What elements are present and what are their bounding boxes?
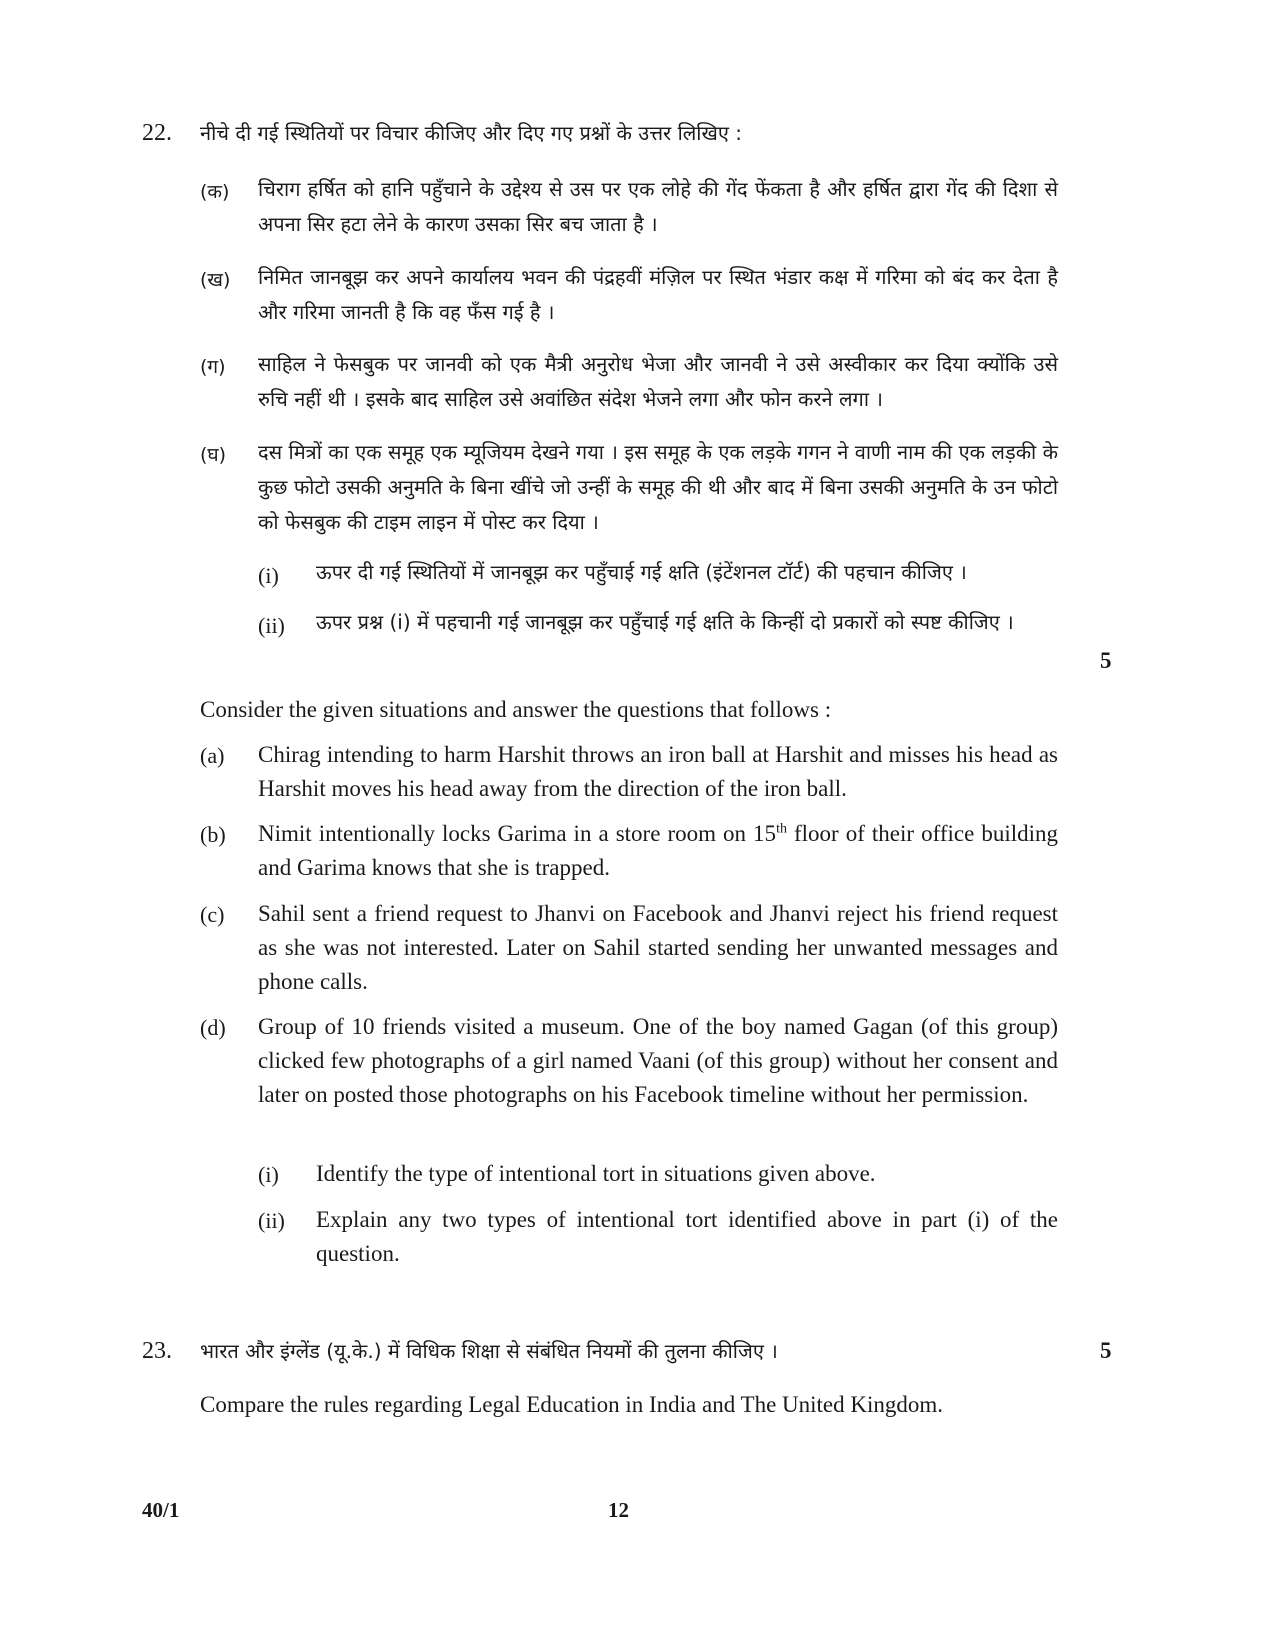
part-text-hindi: दस मित्रों का एक समूह एक म्यूजियम देखने गया । इस समूह के एक लड़के गगन ने वाणी नाम की एक लड़की के कुछ फोटो उसकी अनुमति के बिना खींचे जो उन्हीं के समूह की थी और बाद में बिना उसकी अनुमति के उन फोटो को फेसबुक की टाइम लाइन में पोस्ट कर दिया । [258, 440, 1058, 534]
part-label: (d) [200, 1015, 226, 1040]
sub-text-hindi: ऊपर दी गई स्थितियों में जानबूझ कर पहुँचाई गई क्षति (इंटेंशनल टॉर्ट) की पहचान कीजिए । [316, 560, 967, 584]
part-label: (a) [200, 743, 225, 768]
question-intro-english: Consider the given situations and answer the questions that follows : [200, 697, 832, 722]
sub-label: (ii) [258, 1208, 285, 1233]
marks: 5 [1100, 1338, 1112, 1363]
part-label: (क) [200, 181, 230, 203]
part-text-hindi: साहिल ने फेसबुक पर जानवी को एक मैत्री अनुरोध भेजा और जानवी ने उसे अस्वीकार कर दिया क्योंकि उसे रुचि नहीं थी । इसके बाद साहिल उसे अवांछित संदेश भेजने लगा और फोन करने लगा । [258, 352, 1058, 411]
question-number: 22. [142, 120, 172, 146]
sub-text-hindi: ऊपर प्रश्न (i) में पहचानी गई जानबूझ कर पहुँचाई गई क्षति के किन्हीं दो प्रकारों को स्पष्ट कीजिए । [316, 610, 1014, 634]
part-text-english: Group of 10 friends visited a museum. One of the boy named Gagan (of this group) clicked few photographs of a girl named Vaani (of this group) without her consent and later on posted those photographs on his Facebook timeline without her permission. [258, 1014, 1058, 1107]
part-text-english: Nimit intentionally locks Garima in a store room on 15th floor of their office building and Garima knows that she is trapped. [258, 821, 1058, 880]
part-label: (घ) [200, 444, 227, 466]
marks: 5 [1100, 648, 1112, 673]
part-text-english: Sahil sent a friend request to Jhanvi on Facebook and Jhanvi reject his friend request as she was not interested. Later on Sahil started sending her unwanted messages and phone calls. [258, 901, 1058, 994]
part-label: (c) [200, 902, 225, 927]
part-text-hindi: चिराग हर्षित को हानि पहुँचाने के उद्देश्य से उस पर एक लोहे की गेंद फेंकता है और हर्षित द्वारा गेंद की दिशा से अपना सिर हटा लेने के कारण उसका सिर बच जाता है । [258, 177, 1058, 236]
part-text-english: Chirag intending to harm Harshit throws an iron ball at Harshit and misses his head as Harshit moves his head away from the direction of the iron ball. [258, 742, 1058, 801]
sub-label: (i) [258, 563, 279, 588]
sub-label: (i) [258, 1162, 279, 1187]
sub-text-english: Identify the type of intentional tort in situations given above. [316, 1161, 876, 1186]
sub-label: (ii) [258, 613, 285, 638]
question-text-english: Compare the rules regarding Legal Education in India and The United Kingdom. [200, 1392, 944, 1417]
part-text-hindi: निमित जानबूझ कर अपने कार्यालय भवन की पंद्रहवीं मंज़िल पर स्थित भंडार कक्ष में गरिमा को बंद कर देता है और गरिमा जानती है कि वह फँस गई है । [258, 265, 1058, 324]
part-label: (b) [200, 822, 226, 847]
paper-code: 40/1 [142, 1498, 180, 1522]
page-number: 12 [608, 1498, 629, 1522]
part-label: (ग) [200, 356, 226, 378]
question-intro-hindi: नीचे दी गई स्थितियों पर विचार कीजिए और दिए गए प्रश्नों के उत्तर लिखिए : [200, 121, 743, 145]
question-number: 23. [142, 1338, 172, 1364]
sub-text-english: Explain any two types of intentional tort identified above in part (i) of the question. [316, 1207, 1058, 1266]
part-label: (ख) [200, 269, 231, 291]
question-text-hindi: भारत और इंग्लेंड (यू.के.) में विधिक शिक्षा से संबंधित नियमों की तुलना कीजिए । [200, 1339, 778, 1363]
